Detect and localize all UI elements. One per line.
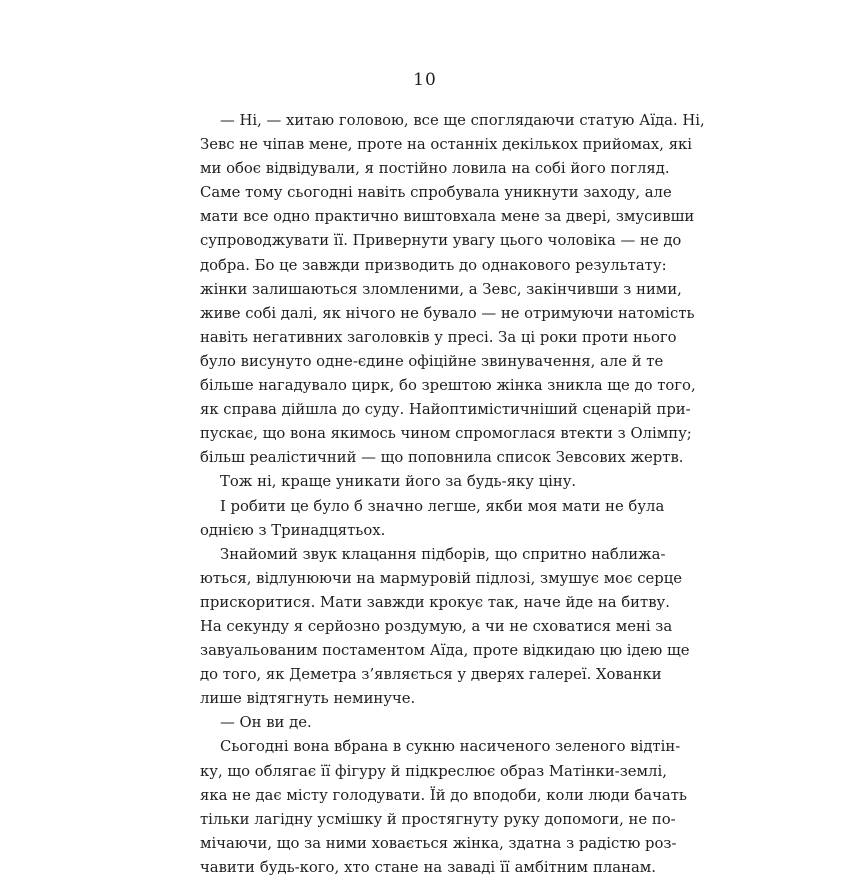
text-line: чавити будь-кого, хто стане на заваді її амбітним планам. <box>200 858 656 876</box>
text-line: прискоритися. Мати завжди крокує так, наче йде на битву. <box>200 593 670 611</box>
text-line: Зевс не чіпав мене, проте на останніх декількох прийомах, які <box>200 136 693 154</box>
text-line: до того, як Деметра з’являється у дверях галереї. Хованки <box>200 666 662 684</box>
text-line: як справа дійшла до суду. Найоптимістичніший сценарій при- <box>200 401 691 419</box>
text-line: добра. Бо це завжди призводить до однакового результату: <box>200 256 667 274</box>
text-line: навіть негативних заголовків у пресі. За ці роки проти нього <box>200 328 677 346</box>
text-line: ми обоє відвідували, я постійно ловила на собі його погляд. <box>200 160 670 178</box>
text-line: — Он ви де. <box>220 714 312 732</box>
text-line: Тож ні, краще уникати його за будь-яку ціну. <box>220 473 577 491</box>
text-line: мічаючи, що за ними ховається жінка, здатна з радістю роз- <box>200 834 677 852</box>
text-line: лише відтягнуть неминуче. <box>200 690 416 708</box>
body-text <box>200 109 705 880</box>
text-line: жінки залишаються зломленими, а Зевс, закінчивши з ними, <box>200 280 682 298</box>
page-number: 10 <box>413 70 437 90</box>
text-line: Знайомий звук клацання підборів, що спритно наближа- <box>220 545 666 563</box>
text-line: живе собі далі, як нічого не бувало — не отримуючи натомість <box>200 304 695 322</box>
text-line: більш реалістичний — що поповнила список Зевсових жертв. <box>200 449 684 467</box>
text-line: Сьогодні вона вбрана в сукню насиченого зеленого відтін- <box>220 738 681 756</box>
text-line: однією з Тринадцятьох. <box>200 521 386 539</box>
text-line: — Ні, — хитаю головою, все ще споглядаючи статую Аїда. Ні, <box>220 112 705 129</box>
text-line: пускає, що вона якимось чином спромоглася втекти з Олімпу; <box>200 425 692 443</box>
text-line: було висунуто одне-єдине офіційне звинувачення, але й те <box>200 352 664 370</box>
text-line: супроводжувати її. Привернути увагу цього чоловіка — не до <box>200 232 682 250</box>
text-line: мати все одно практично виштовхала мене за двері, змусивши <box>200 208 695 226</box>
text-line: яка не дає місту голодувати. Їй до вподоби, коли люди бачать <box>200 786 687 804</box>
text-line: Саме тому сьогодні навіть спробувала уникнути заходу, але <box>200 184 672 202</box>
text-line: більше нагадувало цирк, бо зрештою жінка зникла ще до того, <box>200 377 696 395</box>
text-line: ку, що облягає її фігуру й підкреслює образ Матінки-землі, <box>200 762 667 780</box>
text-line: тільки лагідну усмішку й простягнуту руку допомоги, не по- <box>200 810 676 828</box>
text-line: ються, відлунюючи на мармуровій підлозі, змушує моє серце <box>200 569 682 587</box>
text-line: І робити це було б значно легше, якби моя мати не була <box>220 497 665 515</box>
text-line: завуальованим постаментом Аїда, проте відкидаю цю ідею ще <box>200 642 690 660</box>
text-line: На секунду я серйозно роздумую, а чи не сховатися мені за <box>200 617 673 635</box>
